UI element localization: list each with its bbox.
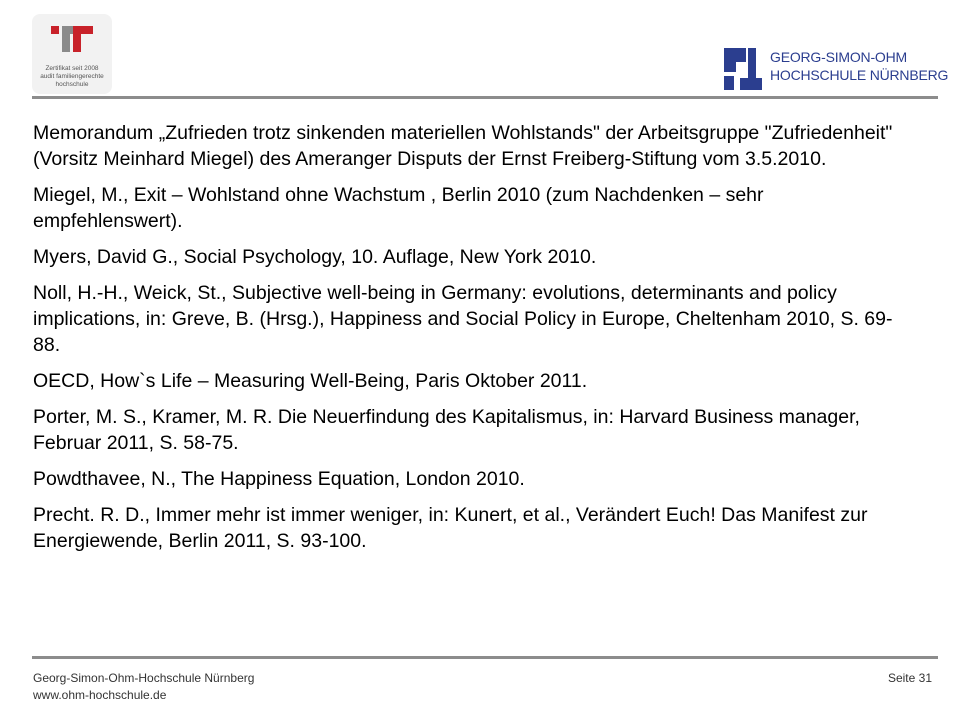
reference-entry: Memorandum „Zufrieden trotz sinkenden materiellen Wohlstands" der Arbeitsgruppe "Zufriedenheit" (Vorsitz Meinhard Miegel) des Ameranger Disputs der Ernst Freiberg-Stiftung vom 3.5.2010. — [33, 122, 893, 170]
university-logo — [722, 48, 949, 90]
reference-entry: OECD, How`s Life – Measuring Well-Being, Paris Oktober 2011. — [33, 370, 588, 392]
university-name-line1: GEORG-SIMON-OHM — [770, 49, 907, 65]
reference-entry: Noll, H.-H., Weick, St., Subjective well-being in Germany: evolutions, determinants and policy implications, in: Greve, B. (Hrsg.), Happiness and Social Policy in Europe, Cheltenham 2010, S. 69-88. — [33, 282, 893, 356]
footer-institution: Georg-Simon-Ohm-Hochschule Nürnberg — [33, 671, 255, 685]
reference-entry: Precht. R. D., Immer mehr ist immer weniger, in: Kunert, et al., Verändert Euch! Das Manifest zur Energiewende, Berlin 2011, S. 93-100. — [33, 504, 868, 552]
footer-institution-block — [33, 670, 254, 704]
reference-entry: Porter, M. S., Kramer, M. R. Die Neuerfindung des Kapitalismus, in: Harvard Business manager, Februar 2011, S. 58-75. — [33, 406, 860, 454]
university-name-line2: HOCHSCHULE NÜRNBERG — [770, 67, 949, 83]
badge-caption: Zertifikat seit 2008 audit familiengerechte hochschule — [40, 65, 104, 88]
familiengerechte-hochschule-icon — [49, 24, 95, 54]
family-friendly-university-badge — [32, 14, 112, 94]
university-name — [770, 48, 948, 84]
reference-entry: Myers, David G., Social Psychology, 10. Auflage, New York 2010. — [33, 246, 597, 268]
page-number: Seite 31 — [887, 671, 932, 685]
header-divider — [32, 96, 938, 99]
footer-divider — [32, 656, 938, 659]
reference-list — [33, 120, 913, 564]
footer-website-link[interactable]: www.ohm-hochschule.de — [33, 688, 167, 702]
ohm-logo-icon — [722, 48, 764, 90]
reference-entry: Miegel, M., Exit – Wohlstand ohne Wachstum , Berlin 2010 (zum Nachdenken – sehr empfehlenswert). — [33, 184, 764, 232]
reference-entry: Powdthavee, N., The Happiness Equation, London 2010. — [33, 468, 525, 490]
